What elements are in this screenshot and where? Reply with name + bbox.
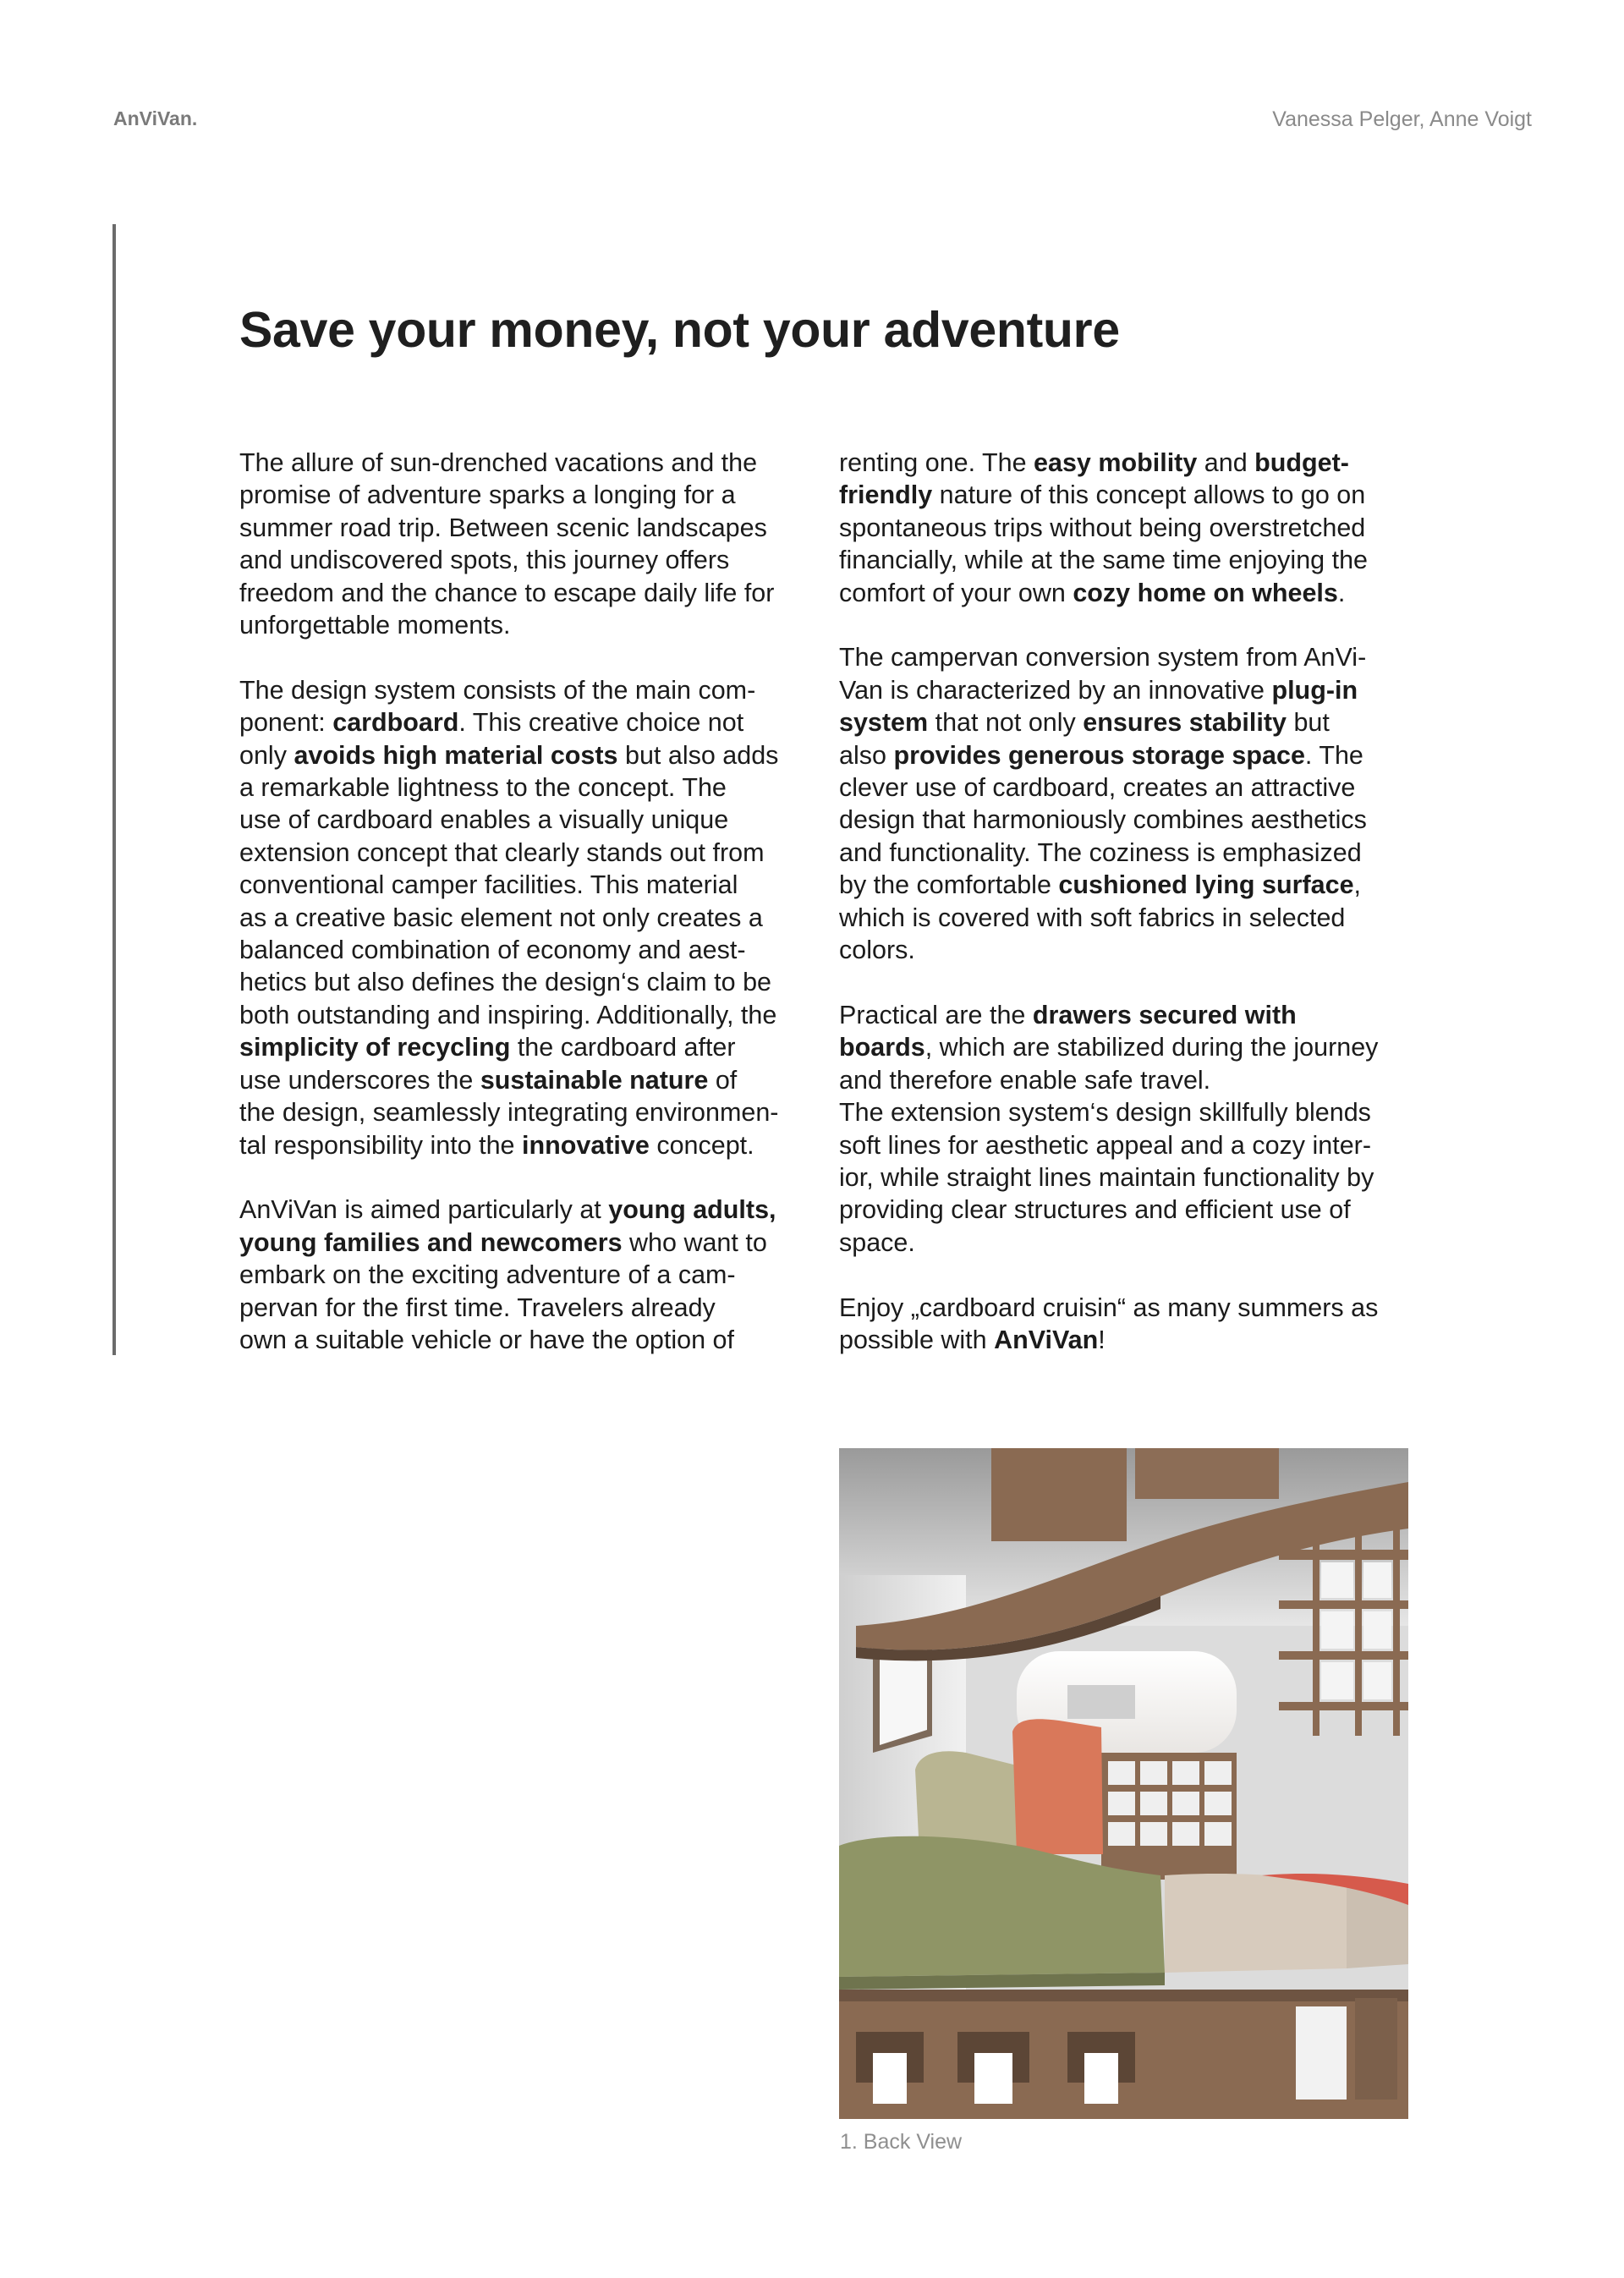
text-run: Van is characterized by an innovative <box>839 675 1272 705</box>
text-line <box>239 479 823 511</box>
text-run: tal responsibility into the <box>239 1130 522 1160</box>
text-line <box>239 966 823 998</box>
text-run: promise of adventure sparks a longing for a <box>239 480 736 510</box>
text-line <box>839 1161 1423 1194</box>
text-run: ponent: <box>239 708 333 738</box>
text-run: summer road trip. Between scenic landscapes <box>239 513 767 542</box>
text-run: of <box>708 1065 738 1095</box>
text-run: but <box>1286 708 1330 738</box>
text-line <box>839 544 1423 576</box>
text-line <box>839 1292 1423 1324</box>
bold-phrase: ensures stability <box>1083 708 1287 738</box>
text-line <box>839 706 1423 738</box>
paragraph-intro <box>239 447 823 641</box>
text-run: use underscores the <box>239 1065 480 1095</box>
text-run: financially, while at the same time enjoying the <box>839 546 1369 575</box>
text-run: which is covered with soft fabrics in selected <box>839 903 1346 932</box>
text-run: soft lines for aesthetic appeal and a cozy inter- <box>839 1130 1371 1160</box>
text-run: extension concept that clearly stands out from <box>239 837 765 867</box>
text-run: colors. <box>839 936 915 965</box>
text-run: pervan for the first time. Travelers already <box>239 1293 716 1322</box>
text-run: that not only <box>928 708 1084 738</box>
text-line <box>239 1227 823 1259</box>
bold-phrase: cardboard <box>332 708 459 738</box>
paragraph-design-system <box>239 674 823 1161</box>
text-line <box>839 1064 1423 1096</box>
text-run: freedom and the chance to escape daily life for <box>239 578 775 607</box>
text-line <box>239 609 823 641</box>
text-run: embark on the exciting adventure of a cam- <box>239 1260 736 1290</box>
text-line <box>239 1064 823 1096</box>
bold-phrase: plug-in <box>1271 675 1358 705</box>
bold-phrase: budget- <box>1254 448 1349 477</box>
text-line <box>239 1292 823 1324</box>
text-run: possible with <box>839 1325 995 1354</box>
text-line <box>239 674 823 706</box>
text-line <box>839 1194 1423 1226</box>
text-line <box>239 1096 823 1128</box>
text-run: The design system consists of the main com- <box>239 675 756 705</box>
bold-phrase: boards <box>839 1033 925 1062</box>
bold-phrase: drawers secured with <box>1032 1000 1297 1029</box>
text-line <box>239 544 823 576</box>
text-line <box>839 837 1423 869</box>
text-line <box>239 512 823 544</box>
text-run: . This creative choice not <box>458 708 744 738</box>
page-title: Save your money, not your adventure <box>239 302 1120 358</box>
text-run: The allure of sun-drenched vacations and the <box>239 448 758 477</box>
text-run: renting one. The <box>839 448 1034 477</box>
text-line <box>239 837 823 869</box>
bold-phrase: young families and newcomers <box>239 1227 623 1257</box>
text-run: and therefore enable safe travel. <box>839 1065 1211 1095</box>
text-line <box>839 902 1423 934</box>
text-run: as a creative basic element not only creates a <box>239 903 763 932</box>
text-run: providing clear structures and efficient use of <box>839 1195 1351 1225</box>
text-run: , <box>1353 870 1362 900</box>
text-run: . <box>1337 578 1346 607</box>
bold-phrase: system <box>839 708 929 738</box>
text-line <box>239 447 823 479</box>
text-line <box>239 1031 823 1063</box>
text-line <box>239 771 823 804</box>
text-line <box>839 739 1423 771</box>
text-line <box>839 1129 1423 1161</box>
text-run: unforgettable moments. <box>239 611 511 640</box>
brand-label: AnViVan. <box>113 107 198 129</box>
text-line <box>839 1324 1423 1356</box>
text-run: spontaneous trips without being overstretched <box>839 513 1366 542</box>
text-line <box>839 804 1423 836</box>
text-run: ior, while straight lines maintain functionality by <box>839 1162 1374 1192</box>
text-line <box>239 706 823 738</box>
text-run: also <box>839 740 894 770</box>
text-line <box>839 674 1423 706</box>
text-run: conventional camper facilities. This material <box>239 870 738 900</box>
text-line <box>839 1031 1423 1063</box>
text-run: . The <box>1304 740 1363 770</box>
text-run: own a suitable vehicle or have the option of <box>239 1325 734 1354</box>
text-run: comfort of your own <box>839 578 1073 607</box>
text-run: but also adds <box>617 740 779 770</box>
paragraph-drawers <box>839 999 1423 1259</box>
bold-phrase: sustainable nature <box>480 1065 709 1095</box>
text-line <box>239 1194 823 1226</box>
bold-phrase: cushioned lying surface <box>1058 870 1354 900</box>
text-line <box>839 1096 1423 1128</box>
text-run: clever use of cardboard, creates an attractive <box>839 773 1356 803</box>
text-run: by the comfortable <box>839 870 1059 900</box>
text-run: space. <box>839 1227 915 1257</box>
text-line <box>239 869 823 901</box>
text-line <box>839 999 1423 1031</box>
text-run: concept. <box>649 1130 754 1160</box>
paragraph-conversion-system <box>839 641 1423 966</box>
text-run: AnViVan is aimed particularly at <box>239 1195 609 1225</box>
paragraph-closing <box>839 1292 1423 1357</box>
text-line <box>239 1129 823 1161</box>
figure-caption: 1. Back View <box>840 2130 963 2154</box>
bold-phrase: easy mobility <box>1034 448 1198 477</box>
text-line <box>839 771 1423 804</box>
text-line <box>839 479 1423 511</box>
text-line <box>839 577 1423 609</box>
back-view-render-image <box>839 1448 1408 2119</box>
text-run: a remarkable lightness to the concept. The <box>239 773 727 803</box>
text-run: , which are stabilized during the journey <box>924 1033 1379 1062</box>
right-text-column <box>839 447 1423 1356</box>
bold-phrase: innovative <box>521 1130 650 1160</box>
text-run: hetics but also defines the design‘s claim to be <box>239 968 772 997</box>
text-run: use of cardboard enables a visually unique <box>239 805 729 835</box>
text-line <box>239 577 823 609</box>
text-line <box>839 934 1423 966</box>
bold-phrase: simplicity of recycling <box>239 1033 511 1062</box>
text-line <box>239 1259 823 1291</box>
text-run: the cardboard after <box>510 1033 736 1062</box>
bold-phrase: provides generous storage space <box>893 740 1305 770</box>
text-line <box>839 869 1423 901</box>
bold-phrase: friendly <box>839 480 933 510</box>
text-run: Practical are the <box>839 1000 1033 1029</box>
authors-label: Vanessa Pelger, Anne Voigt <box>1272 107 1532 131</box>
text-line <box>839 1227 1423 1259</box>
text-line <box>239 804 823 836</box>
text-run: who want to <box>622 1227 767 1257</box>
text-run: The campervan conversion system from AnVi- <box>839 643 1367 672</box>
text-run: and undiscovered spots, this journey offers <box>239 546 730 575</box>
text-run: nature of this concept allows to go on <box>932 480 1366 510</box>
text-line <box>239 902 823 934</box>
text-run: design that harmoniously combines aesthetics <box>839 805 1367 835</box>
bold-phrase: AnViVan <box>994 1325 1099 1354</box>
text-run: both outstanding and inspiring. Additionally, the <box>239 1000 777 1029</box>
bold-phrase: young adults, <box>608 1195 776 1225</box>
left-text-column <box>239 447 823 1389</box>
text-run: only <box>239 740 294 770</box>
text-run: the design, seamlessly integrating environmen- <box>239 1098 779 1128</box>
text-line <box>839 447 1423 479</box>
bold-phrase: avoids high material costs <box>294 740 618 770</box>
paragraph-mobility <box>839 447 1423 609</box>
text-run: and functionality. The coziness is emphasized <box>839 837 1362 867</box>
paragraph-target-group <box>239 1194 823 1356</box>
text-line <box>239 739 823 771</box>
text-line <box>839 641 1423 673</box>
text-line <box>839 512 1423 544</box>
text-line <box>239 934 823 966</box>
text-line <box>239 1324 823 1356</box>
text-run: Enjoy „cardboard cruisin“ as many summers as <box>839 1293 1379 1322</box>
bold-phrase: cozy home on wheels <box>1073 578 1338 607</box>
text-run: balanced combination of economy and aest- <box>239 936 746 965</box>
vertical-accent-rule <box>112 224 116 1355</box>
text-line <box>239 999 823 1031</box>
text-run: and <box>1197 448 1255 477</box>
text-run: ! <box>1098 1325 1106 1354</box>
text-run: The extension system‘s design skillfully blends <box>839 1098 1371 1128</box>
